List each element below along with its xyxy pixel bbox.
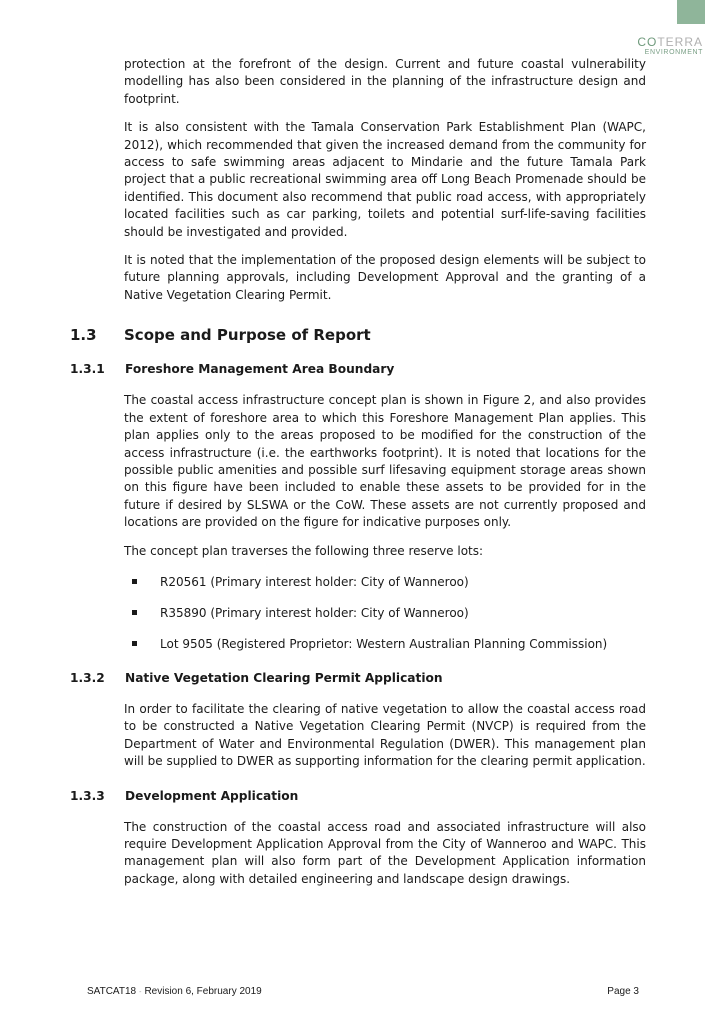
list-item-text: Lot 9505 (Registered Proprietor: Western Australian Planning Commission) (160, 636, 608, 651)
section-number: 1.3 (70, 326, 97, 345)
logo-wordmark (637, 36, 703, 48)
boundary-paragraph: The coastal access infrastructure concept plan is shown in Figure 2, and also provides the extent of foreshore area to which this Foreshore Management Plan applies. This plan applies only to the areas proposed to be modified for the construction of the access infrastructure (i.e. the earthworks footprint). It is noted that locations for the possible public amenities and possible surf lifesaving equipment storage areas shown on this figure have been included to enable these assets to be provided for in the future if desired by SLSWA or the CoW. These assets are not currently proposed and locations are provided on the figure for indicative purposes only. (124, 393, 646, 530)
subsection-title: Native Vegetation Clearing Permit Application (125, 670, 443, 685)
coterra-logo (637, 36, 703, 57)
bullet-marker (132, 610, 137, 615)
page-content (0, 56, 705, 888)
subsection-number: 1.3.2 (70, 670, 105, 685)
footer-revision: Revision 6, February 2019 (144, 986, 262, 997)
logo-subtitle: ENVIRONMENT (644, 49, 703, 56)
section-title: Scope and Purpose of Report (124, 326, 371, 345)
reserve-lots-intro: The concept plan traverses the following three reserve lots: (124, 543, 484, 558)
corner-color-block (677, 0, 705, 24)
subsection-heading-1 (0, 362, 705, 380)
subsection-heading-2 (0, 671, 705, 689)
intro-paragraph-2: It is also consistent with the Tamala Conservation Park Establishment Plan (WAPC, 2012), which recommended that given the increased demand from the community for access to safe swimming areas adjacent to Mindarie and the future Tamala Park project that a public recreational swimming area off Long Beach Promenade should be identified. This document also recommend that public road access, with appropriately located facilities such as car parking, toilets and potential surf-life-saving facilities should be investigated and provided. (124, 120, 646, 239)
reserve-lots-list (0, 574, 705, 667)
subsection-title: Foreshore Management Area Boundary (125, 362, 395, 377)
logo-suffix: TERRA (657, 35, 703, 49)
intro-paragraph-1: protection at the forefront of the design. Current and future coastal vulnerability modelling has also been considered in the planning of the infrastructure design and footprint. (124, 57, 646, 106)
list-item-text: R35890 (Primary interest holder: City of Wanneroo) (160, 605, 469, 620)
bullet-marker (132, 579, 137, 584)
subsection-number: 1.3.3 (70, 788, 105, 803)
subsection-title: Development Application (125, 788, 299, 803)
footer-page-number: Page 3 (607, 986, 639, 997)
section-heading (0, 326, 705, 348)
list-item (0, 574, 705, 605)
subsection-number: 1.3.1 (70, 362, 105, 377)
clearing-permit-paragraph: In order to facilitate the clearing of native vegetation to allow the coastal access road to be constructed a Native Vegetation Clearing Permit (NVCP) is required from the Department of Water and Environmental Regulation (DWER). This management plan will be supplied to DWER as supporting information for the clearing permit application. (124, 701, 646, 769)
development-application-paragraph: The construction of the coastal access road and associated infrastructure will also require Development Application Approval from the City of Wanneroo and WAPC. This management plan will also form part of the Development Application information package, along with detailed engineering and landscape design drawings. (124, 819, 646, 886)
footer-doc-id: SATCAT18 (87, 986, 137, 997)
list-item (0, 605, 705, 636)
intro-paragraph-3: It is noted that the implementation of the proposed design elements will be subject to future planning approvals, including Development Approval and the granting of a Native Vegetation Clearing Permit. (124, 253, 646, 302)
footer-document-info (87, 986, 262, 997)
logo-prefix: CO (637, 35, 658, 49)
bullet-marker (132, 641, 137, 646)
list-item-text: R20561 (Primary interest holder: City of Wanneroo) (160, 574, 469, 589)
subsection-heading-3 (0, 789, 705, 807)
footer-separator: - (139, 989, 142, 996)
list-item (0, 636, 705, 667)
